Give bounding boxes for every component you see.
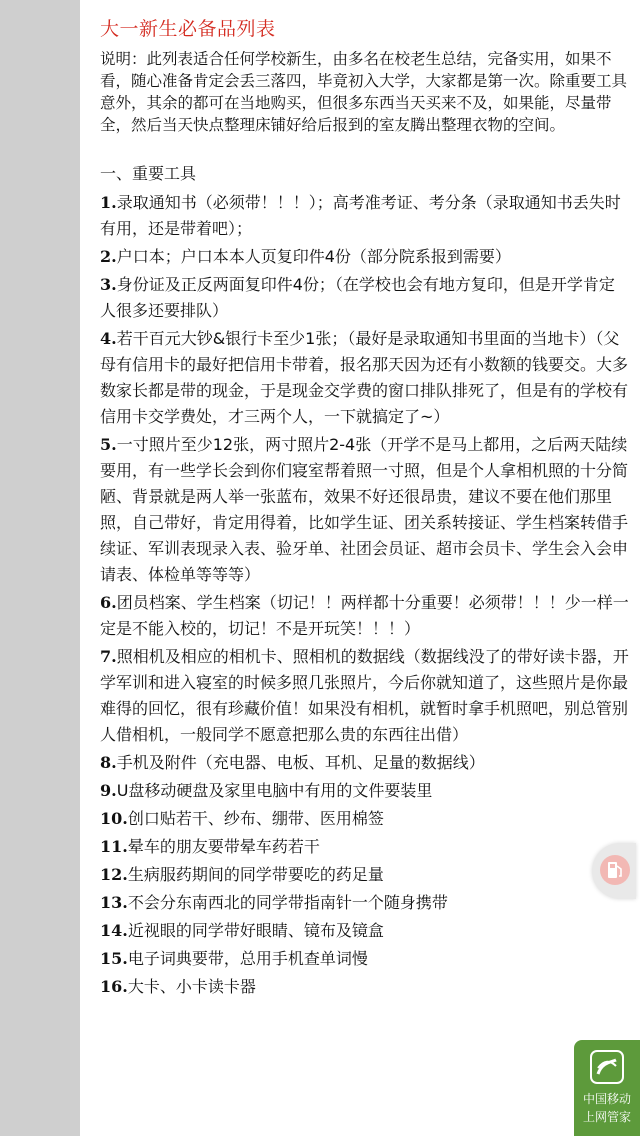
list-item — [100, 890, 630, 916]
item-list — [100, 190, 630, 1000]
list-item-text: 生病服药期间的同学带要吃的药足量 — [127, 865, 384, 884]
list-item — [100, 750, 630, 776]
document-page — [80, 0, 640, 1136]
list-item-text: 若干百元大钞&银行卡至少1张；（最好是录取通知书里面的当地卡）（父母有信用卡的最好把信用卡带着，报名那天因为还有小数额的钱要交。大多数家长都是带的现金，于是现金交学费的窗口排队排死了，但是有的学校有信用卡交学费处，才三两个人，一下就搞定了~） — [100, 329, 629, 426]
list-item-text: 晕车的朋友要带晕车药若干 — [127, 837, 320, 856]
list-item-number: 15. — [100, 949, 128, 968]
list-item-number: 8. — [100, 753, 117, 772]
list-item-number: 4. — [100, 329, 117, 348]
list-item-number: 3. — [100, 275, 117, 294]
section-heading: 一、重要工具 — [100, 164, 197, 183]
fuel-pump-icon — [606, 860, 624, 880]
document-content — [100, 16, 630, 1002]
list-item — [100, 974, 630, 1000]
list-item-number: 12. — [100, 865, 128, 884]
mobile-manager-badge[interactable] — [574, 1040, 640, 1136]
list-item-text: 录取通知书（必须带！！！）；高考准考证、考分条（录取通知书丢失时有用，还是带着吧）； — [100, 193, 621, 238]
list-item-number: 11. — [100, 837, 128, 856]
list-item-text: 创口贴若干、纱布、绷带、医用棉签 — [127, 809, 384, 828]
badge-line-1: 中国移动 — [582, 1092, 631, 1106]
list-item — [100, 918, 630, 944]
china-mobile-logo-icon — [590, 1050, 624, 1084]
list-item — [100, 244, 630, 270]
list-item-text: 一寸照片至少12张，两寸照片2-4张（开学不是马上都用，之后两天陆续要用，有一些学长会到你们寝室帮着照一寸照，但是个人拿相机照的十分简陋、背景就是两人举一张蓝布，效果不好还很昂贵，建议不要在他们那里照，自己带好，肯定用得着，比如学生证、团关系转接证、学生档案转借手续证、军训表现录入表、验牙单、社团会员证、超市会员卡、学生会入会申请表、体检单等等等） — [100, 435, 629, 584]
page-title: 大一新生必备品列表 — [100, 18, 276, 40]
list-item-text: 户口本；户口本本人页复印件4份（部分院系报到需要） — [116, 247, 511, 266]
list-item-number: 6. — [100, 593, 117, 612]
list-item — [100, 590, 630, 642]
list-item-text: U盘移动硬盘及家里电脑中有用的文件要装里 — [116, 781, 433, 800]
list-item-text: 近视眼的同学带好眼睛、镜布及镜盒 — [127, 921, 384, 940]
list-item-number: 14. — [100, 921, 128, 940]
list-item — [100, 326, 630, 430]
badge-line-2: 上网管家 — [582, 1110, 631, 1124]
list-item-number: 9. — [100, 781, 117, 800]
list-item-text: 手机及附件（充电器、电板、耳机、足量的数据线） — [116, 753, 485, 772]
list-item-text: 电子词典要带，总用手机查单词慢 — [127, 949, 368, 968]
list-item — [100, 432, 630, 588]
list-item-text: 团员档案、学生档案（切记！！两样都十分重要！必须带！！！少一样一定是不能入校的，切记！不是开玩笑！！！） — [100, 593, 629, 638]
list-item-number: 2. — [100, 247, 117, 266]
list-item-text: 大卡、小卡读卡器 — [127, 977, 256, 996]
list-item — [100, 778, 630, 804]
list-item-number: 7. — [100, 647, 117, 666]
list-item-number: 13. — [100, 893, 128, 912]
list-item — [100, 862, 630, 888]
list-item-text: 身份证及正反两面复印件4份；（在学校也会有地方复印，但是开学肯定人很多还要排队） — [100, 275, 615, 320]
list-item — [100, 272, 630, 324]
list-item-number: 1. — [100, 193, 117, 212]
list-item — [100, 834, 630, 860]
list-item-number: 5. — [100, 435, 117, 454]
list-item — [100, 946, 630, 972]
list-item-number: 16. — [100, 977, 128, 996]
intro-paragraph: 说明：此列表适合任何学校新生，由多名在校老生总结，完备实用，如果不看，随心准备肯定会丢三落四，毕竟初入大学，大家都是第一次。除重要工具意外，其余的都可在当地购买，但很多东西当天买来不及，如果能，尽量带全，然后当天快点整理床铺好给后报到的室友腾出整理衣物的空间。 — [100, 50, 628, 134]
list-item-text: 照相机及相应的相机卡、照相机的数据线（数据线没了的带好读卡器，开学军训和进入寝室的时候多照几张照片，今后你就知道了，这些照片是你最难得的回忆，很有珍藏价值！如果没有相机，就暂时拿手机照吧，别总管别人借相机，一般同学不愿意把那么贵的东西往出借） — [100, 647, 629, 744]
list-item — [100, 190, 630, 242]
list-item — [100, 806, 630, 832]
list-item-number: 10. — [100, 809, 128, 828]
list-item — [100, 644, 630, 748]
list-item-text: 不会分东南西北的同学带指南针一个随身携带 — [127, 893, 448, 912]
